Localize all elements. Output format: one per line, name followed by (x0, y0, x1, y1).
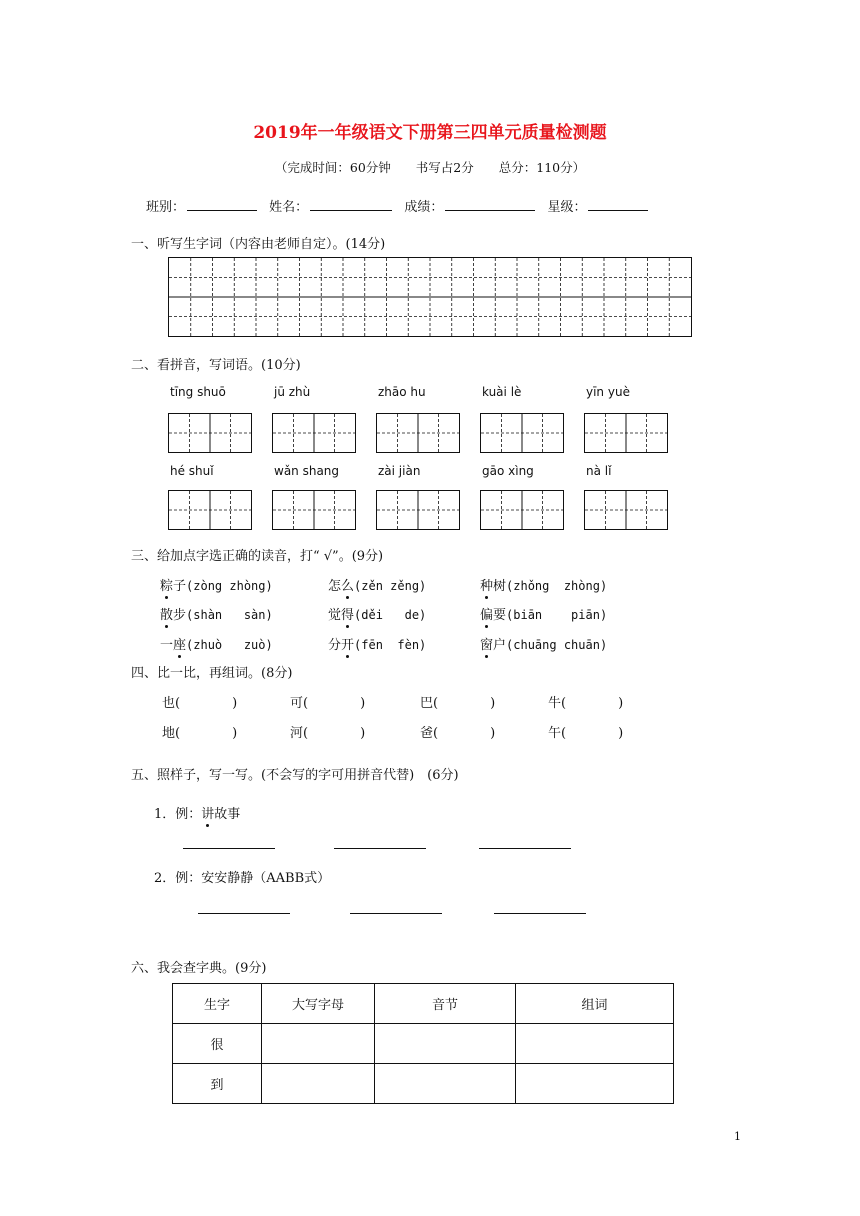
dictionary-table (172, 983, 674, 1104)
header-cell: 音节 (375, 984, 516, 1024)
pinyin-options: (děi de) (354, 608, 427, 622)
writing-box[interactable] (168, 490, 252, 530)
table-cell[interactable] (262, 1024, 375, 1064)
reading-choice[interactable]: 粽子(zòng zhòng) (160, 575, 273, 594)
pinyin-label: zài jiàn (378, 464, 421, 478)
header-cell: 大写字母 (262, 984, 375, 1024)
compare-item[interactable]: 巴( ) (420, 696, 496, 711)
dotted-char: 粽 (160, 575, 173, 594)
class-field[interactable] (187, 198, 257, 211)
compare-item[interactable]: 爸( ) (420, 726, 496, 741)
section-2-heading: 二、看拼音，写词语。(10分) (131, 358, 301, 373)
table-cell: 到 (173, 1064, 262, 1104)
pinyin-label: nà lǐ (586, 464, 612, 478)
table-cell[interactable] (516, 1064, 674, 1104)
section-4-heading: 四、比一比，再组词。(8分) (131, 666, 293, 681)
pinyin-options: (zěn zěng) (354, 579, 427, 593)
compare-item[interactable]: 地( ) (162, 726, 238, 741)
pinyin-label: yīn yuè (586, 385, 630, 399)
writing-box[interactable] (272, 490, 356, 530)
exam-info: （完成时间：60分钟 书写占2分 总分：110分） (274, 160, 586, 175)
answer-line[interactable] (494, 913, 586, 914)
table-cell[interactable] (516, 1024, 674, 1064)
dotted-char: 得 (341, 604, 354, 623)
section-5-heading: 五、照样子，写一写。(不会写的字可用拼音代替) (6分) (131, 768, 459, 783)
answer-line[interactable] (183, 848, 275, 849)
star-label: 星级： (547, 200, 587, 215)
class-label: 班别： (146, 200, 186, 215)
name-field[interactable] (310, 198, 392, 211)
pinyin-label: hé shuǐ (170, 464, 214, 478)
reading-choice[interactable]: 怎么(zěn zěng) (328, 575, 426, 594)
dotted-char: 散 (160, 604, 173, 623)
answer-line[interactable] (350, 913, 442, 914)
writing-box[interactable] (168, 413, 252, 453)
pinyin-label: gāo xìng (482, 464, 534, 478)
compare-item[interactable]: 午( ) (548, 726, 624, 741)
table-cell[interactable] (375, 1024, 516, 1064)
table-header-row (173, 984, 674, 1024)
pinyin-options: (fēn fèn) (354, 638, 427, 652)
header-cell: 组词 (516, 984, 674, 1024)
pinyin-options: (zhuò zuò) (186, 638, 273, 652)
writing-box[interactable] (376, 413, 460, 453)
reading-choice[interactable]: 偏要(biān piān) (480, 604, 607, 623)
reading-choice[interactable]: 分开(fēn fèn) (328, 634, 426, 653)
dotted-char: 开 (341, 634, 354, 653)
dotted-char: 种 (480, 575, 493, 594)
reading-choice[interactable]: 一座(zhuò zuò) (160, 634, 273, 653)
compare-item[interactable]: 也( ) (162, 696, 238, 711)
student-info-row (146, 196, 656, 215)
writing-box[interactable] (480, 413, 564, 453)
reading-choice[interactable]: 种树(zhǒng zhòng) (480, 575, 607, 594)
dotted-char: 么 (341, 575, 354, 594)
dictation-grid-lines (169, 258, 691, 336)
pinyin-label: kuài lè (482, 385, 522, 399)
answer-line[interactable] (334, 848, 426, 849)
pinyin-options: (shàn sàn) (186, 608, 273, 622)
dictation-grid[interactable] (168, 257, 692, 337)
star-field[interactable] (588, 198, 648, 211)
compare-item[interactable]: 牛( ) (548, 696, 624, 711)
table-row (173, 1064, 674, 1104)
table-cell[interactable] (375, 1064, 516, 1104)
example-2: 2．例：安安静静（AABB式） (154, 871, 331, 886)
pinyin-options: (biān piān) (506, 608, 608, 622)
compare-item[interactable]: 可( ) (290, 696, 366, 711)
pinyin-label: jū zhù (274, 385, 311, 399)
writing-box[interactable] (480, 490, 564, 530)
table-cell: 很 (173, 1024, 262, 1064)
pinyin-label: tīng shuō (170, 385, 226, 399)
section-6-heading: 六、我会查字典。(9分) (131, 961, 267, 976)
reading-choice[interactable]: 散步(shàn sàn) (160, 604, 273, 623)
pinyin-options: (zòng zhòng) (186, 579, 273, 593)
compare-item[interactable]: 河( ) (290, 726, 366, 741)
score-label: 成绩： (404, 200, 444, 215)
table-cell[interactable] (262, 1064, 375, 1104)
reading-choice[interactable]: 觉得(děi de) (328, 604, 426, 623)
name-label: 姓名： (269, 200, 309, 215)
writing-box[interactable] (376, 490, 460, 530)
dotted-char: 座 (173, 634, 186, 653)
pinyin-label: wǎn shang (274, 464, 340, 478)
table-row (173, 1024, 674, 1064)
pinyin-options: (chuāng chuān) (506, 638, 608, 652)
page-number: 1 (734, 1130, 741, 1143)
writing-box[interactable] (584, 413, 668, 453)
dotted-char: 讲 (201, 803, 214, 822)
answer-line[interactable] (198, 913, 290, 914)
section-1-heading: 一、听写生字词（内容由老师自定）。(14分) (131, 237, 386, 252)
example-1: 1．例：讲故事 (154, 803, 240, 822)
section-3-heading: 三、给加点字选正确的读音，打“ √”。(9分) (131, 549, 384, 564)
dotted-char: 偏 (480, 604, 493, 623)
score-field[interactable] (445, 198, 535, 211)
reading-choice[interactable]: 窗户(chuāng chuān) (480, 634, 607, 653)
answer-line[interactable] (479, 848, 571, 849)
pinyin-options: (zhǒng zhòng) (506, 579, 608, 593)
writing-box[interactable] (584, 490, 668, 530)
page-title: 2019年一年级语文下册第三四单元质量检测题 (253, 123, 607, 143)
header-cell: 生字 (173, 984, 262, 1024)
pinyin-label: zhāo hu (378, 385, 426, 399)
writing-box[interactable] (272, 413, 356, 453)
dotted-char: 窗 (480, 634, 493, 653)
